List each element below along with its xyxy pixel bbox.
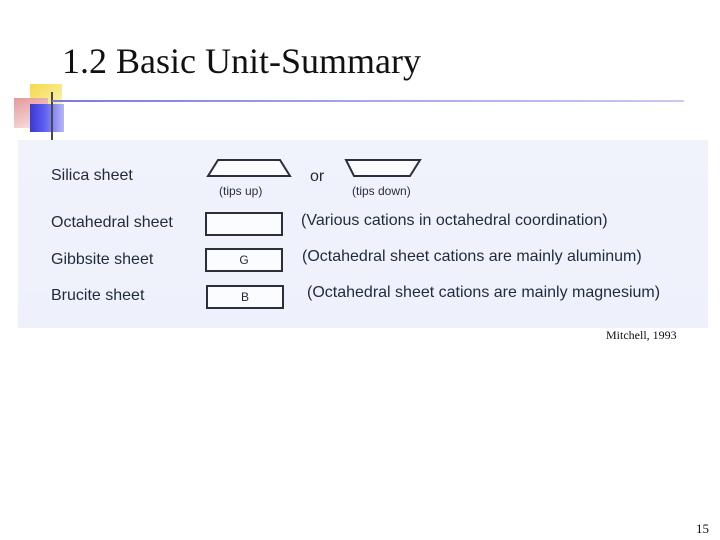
desc-octahedral: (Various cations in octahedral coordination) [301,212,608,229]
row-label-brucite: Brucite sheet [51,287,145,304]
page-number: 15 [696,521,709,536]
tetrahedral-tips-up-icon [204,158,294,178]
gibbsite-sheet-symbol [205,248,283,272]
desc-gibbsite: (Octahedral sheet cations are mainly aluminum) [302,248,642,265]
slide-title: 1.2 Basic Unit-Summary [62,41,421,81]
caption-tips-up: (tips up) [219,184,263,198]
octahedral-sheet-symbol [205,212,283,236]
desc-brucite: (Octahedral sheet cations are mainly magnesium) [307,284,661,301]
decorative-blue-square [30,104,64,132]
row-label-octahedral: Octahedral sheet [51,214,173,231]
title-underline [52,100,684,102]
tetrahedral-tips-down-icon [344,158,424,178]
caption-tips-down: (tips down) [352,184,411,198]
gibbsite-symbol-letter: G [239,253,249,267]
row-label-gibbsite: Gibbsite sheet [51,251,154,268]
brucite-symbol-letter: B [240,290,249,304]
sheet-symbols-figure [18,140,708,328]
figure-credit: Mitchell, 1993 [606,328,677,342]
brucite-sheet-symbol [206,285,284,309]
row-label-silica: Silica sheet [51,167,133,184]
or-text: or [310,168,325,185]
